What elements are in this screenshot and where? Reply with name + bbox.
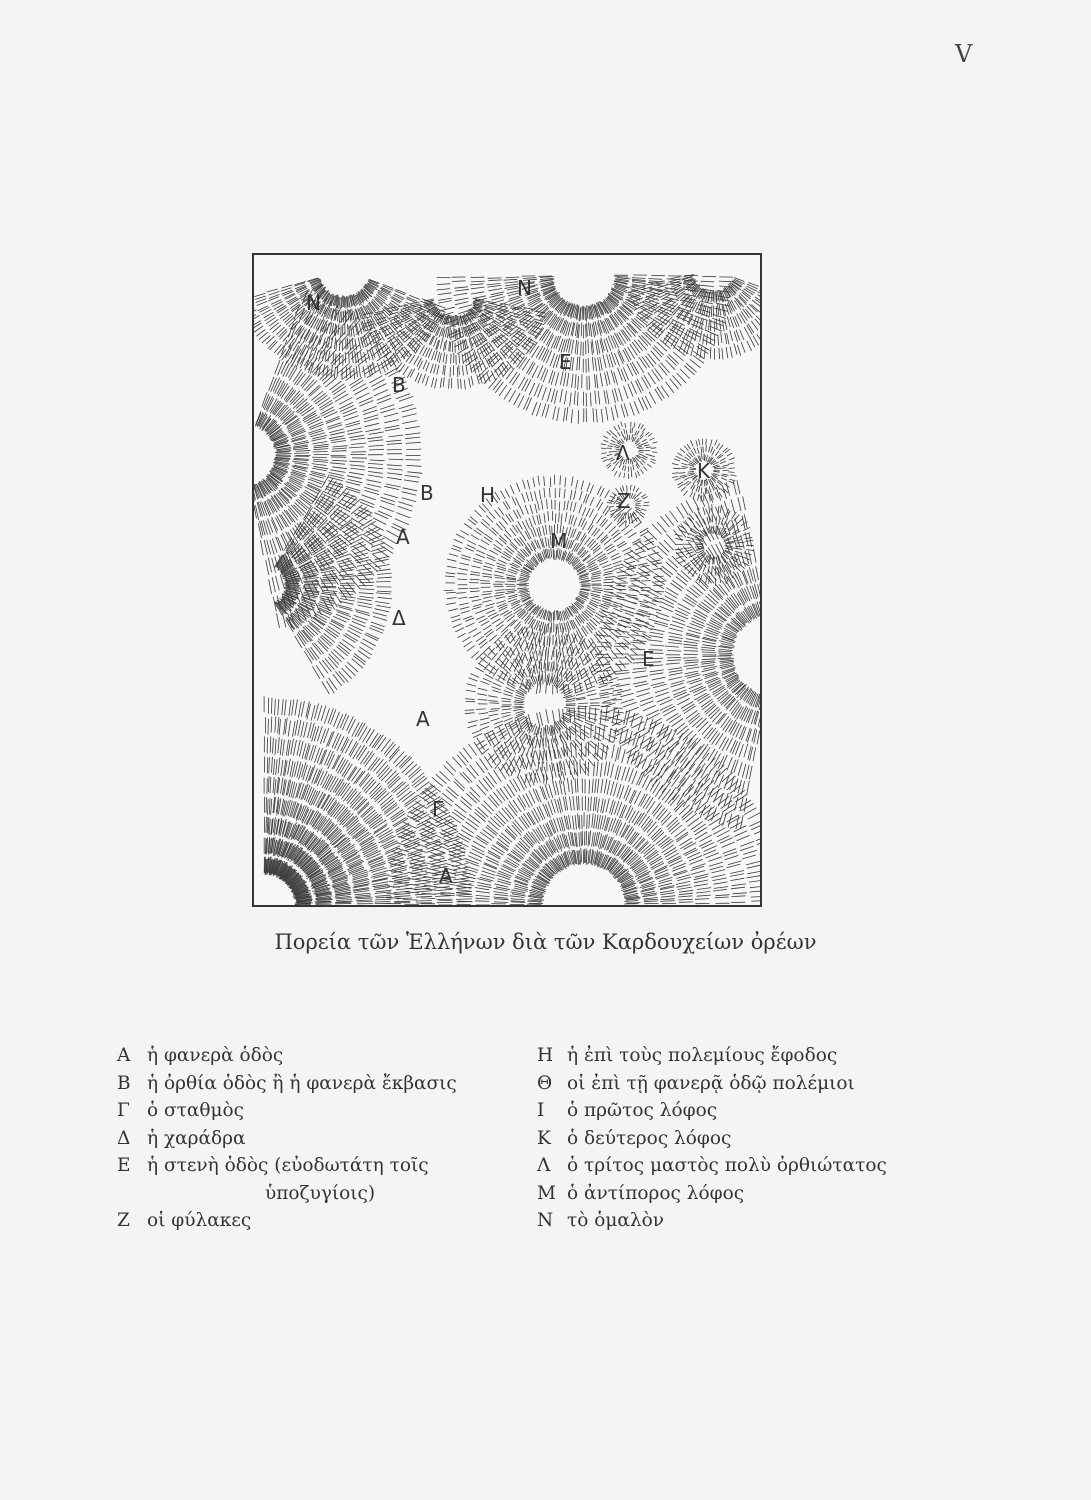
legend-text <box>567 1207 977 1235</box>
left-slope <box>275 475 393 694</box>
legend-text-line: τὸ ὁμαλὸν <box>567 1210 665 1231</box>
map-label-z: Z <box>617 489 631 513</box>
legend-key: H <box>537 1045 554 1066</box>
legend-key: Λ <box>537 1155 551 1176</box>
map-label-gamma: Γ <box>432 797 444 821</box>
legend-text-line: ὁ πρῶτος λόφος <box>567 1100 718 1121</box>
legend-text <box>567 1180 977 1208</box>
legend-item <box>117 1042 547 1070</box>
legend-text <box>147 1207 547 1235</box>
legend-key: K <box>537 1127 551 1149</box>
map-label-lambda: Λ <box>616 441 630 465</box>
map-label-n-right: N <box>517 276 532 300</box>
legend-text-line: ἡ στενὴ ὁδὸς (εὐοδωτάτη τοῖς <box>147 1155 429 1176</box>
legend-text-line: ὁ σταθμὸς <box>147 1100 245 1121</box>
legend-item <box>537 1097 977 1125</box>
map-label-b-mid: B <box>420 481 434 505</box>
legend-text-line: ἡ ἐπὶ τοὺς πολεμίους ἔφοδος <box>567 1045 838 1066</box>
map-label-m: M <box>550 529 568 553</box>
map-label-delta: Δ <box>392 606 406 630</box>
legend-text-line: ὁ τρίτος μαστὸς πολὺ ὀρθιώτατος <box>567 1155 887 1176</box>
legend-text-line: ὁ ἀντίπορος λόφος <box>567 1182 745 1204</box>
legend-text-line: ὁ δεύτερος λόφος <box>567 1127 732 1149</box>
legend-item <box>537 1070 977 1098</box>
ridge-top-far-right <box>626 274 760 359</box>
legend-text-line: ἡ φανερὰ ὁδὸς <box>147 1045 284 1066</box>
legend-text <box>147 1070 547 1098</box>
legend-item <box>117 1097 547 1125</box>
legend-text <box>567 1097 977 1125</box>
map-label-e-top: E <box>559 350 572 374</box>
legend-text-line: οἱ φύλακες <box>147 1210 252 1231</box>
ridge-top-left <box>254 278 446 380</box>
map-caption: Πορεία τῶν Ἑλλήνων διὰ τῶν Καρδουχείων ὀρέων <box>274 930 817 954</box>
legend-text-continuation: ὑποζυγίοις) <box>265 1182 376 1204</box>
map-label-a-mid: A <box>396 525 410 549</box>
map-label-e-mid: E <box>642 647 655 671</box>
legend-text-line: οἱ ἐπὶ τῇ φανερᾷ ὁδῷ πολέμιοι <box>567 1072 855 1094</box>
legend-key: A <box>117 1045 131 1066</box>
legend-text <box>147 1097 547 1125</box>
terrain-map <box>252 253 762 907</box>
legend-item <box>537 1207 977 1235</box>
legend-text <box>567 1152 977 1180</box>
legend-text <box>567 1042 977 1070</box>
legend-key: I <box>537 1100 545 1121</box>
legend-key: Z <box>117 1210 130 1231</box>
legend-right-column <box>537 1042 977 1235</box>
legend-key: N <box>537 1210 554 1231</box>
legend-item <box>117 1207 547 1235</box>
legend-item <box>537 1042 977 1070</box>
map-label-a-low: A <box>416 707 430 731</box>
legend-item <box>117 1125 547 1153</box>
legend-item <box>537 1180 977 1208</box>
map-label-b-top: B <box>392 373 406 397</box>
hachure-terrain <box>254 255 760 905</box>
page-number: V <box>955 40 973 68</box>
legend-key: M <box>537 1182 556 1204</box>
legend-text <box>147 1152 547 1207</box>
map-label-n-left: N <box>306 291 321 315</box>
legend-item <box>537 1125 977 1153</box>
legend-key: E <box>117 1155 131 1176</box>
legend-text-line: ἡ χαράδρα <box>147 1127 246 1149</box>
legend-key: Δ <box>117 1127 131 1149</box>
legend-text-line: ἡ ὀρθία ὁδὸς ἢ ἡ φανερὰ ἔκβασις <box>147 1072 457 1094</box>
legend-item <box>117 1070 547 1098</box>
map-label-a-bottom: A <box>439 864 453 888</box>
legend-text <box>567 1070 977 1098</box>
legend-text <box>567 1125 977 1153</box>
map-label-h: H <box>480 483 496 507</box>
legend-item <box>117 1152 547 1207</box>
legend-key: Θ <box>537 1072 553 1094</box>
legend-text <box>147 1125 547 1153</box>
legend-left-column <box>117 1042 547 1235</box>
legend-key: Γ <box>117 1100 130 1121</box>
hill-m <box>444 475 665 695</box>
hill-m-lower <box>465 625 624 784</box>
map-label-k: K <box>697 459 711 483</box>
legend-key: B <box>117 1072 131 1094</box>
legend-text <box>147 1042 547 1070</box>
legend-item <box>537 1152 977 1180</box>
